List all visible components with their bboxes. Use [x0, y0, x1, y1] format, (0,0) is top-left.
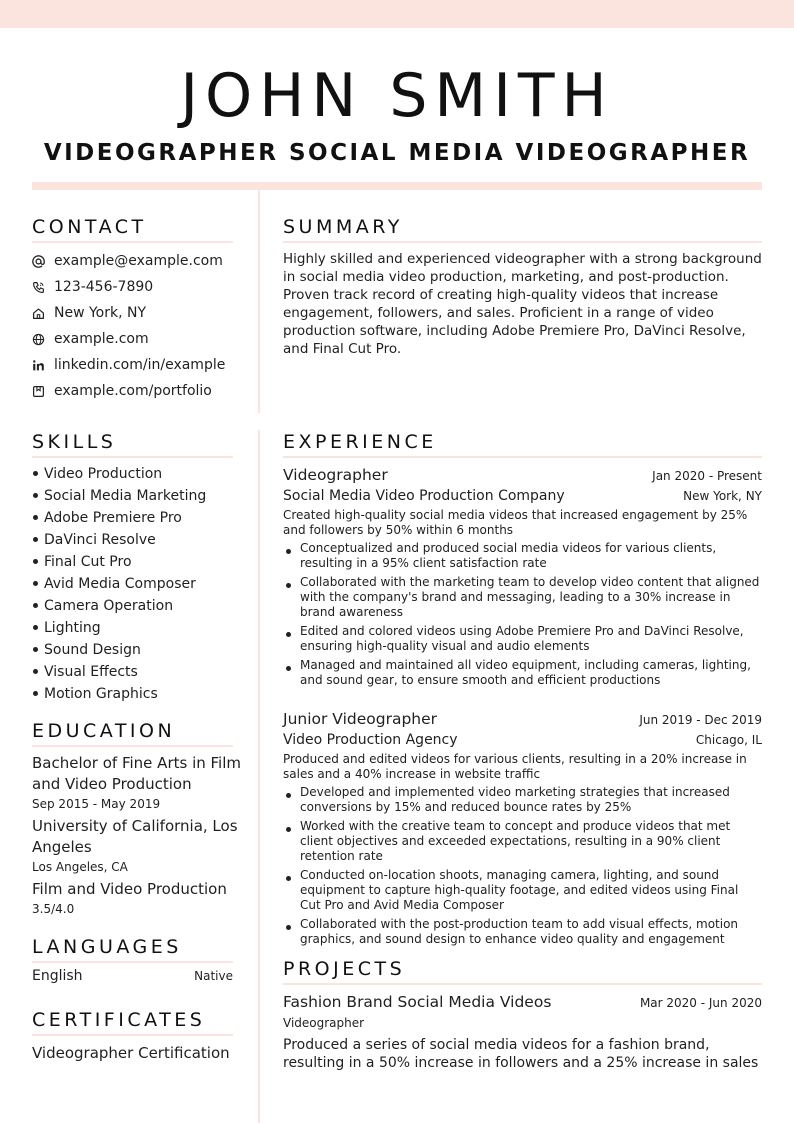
experience-entry	[283, 464, 762, 692]
education-field: Film and Video Production	[32, 880, 227, 898]
education-section-title: EDUCATION	[32, 719, 233, 747]
skill-item	[32, 485, 247, 507]
contact-email-text: example@example.com	[54, 253, 223, 269]
bullet-icon	[33, 581, 38, 586]
contact-website[interactable]	[32, 326, 247, 352]
contact-linkedin[interactable]	[32, 352, 247, 378]
summary-section-title: SUMMARY	[283, 215, 762, 243]
project-title: Fashion Brand Social Media Videos	[283, 993, 552, 1011]
contact-phone-text: 123-456-7890	[54, 279, 154, 295]
education-location: Los Angeles, CA	[32, 860, 128, 874]
education-dates: Sep 2015 - May 2019	[32, 797, 161, 811]
skill-label: Social Media Marketing	[44, 488, 207, 504]
skill-item	[32, 595, 247, 617]
job-description: Created high-quality social media videos that increased engagement by 25% and followers by 50% within 6 months	[283, 508, 748, 537]
contact-website-text: example.com	[54, 331, 149, 347]
job-bullet: Conceptualized and produced social media videos for various clients, resulting in a 95% client satisfaction rate	[283, 541, 762, 571]
experience-section-title: EXPERIENCE	[283, 430, 762, 458]
language-name: English	[32, 968, 83, 984]
contact-section-title: CONTACT	[32, 215, 233, 243]
skill-item	[32, 507, 247, 529]
job-title: Videographer	[283, 466, 388, 484]
bullet-icon	[33, 559, 38, 564]
job-location: Chicago, IL	[695, 733, 762, 747]
job-title: Junior Videographer	[283, 710, 438, 728]
contact-portfolio-text: example.com/portfolio	[54, 383, 212, 399]
job-bullet: Collaborated with the post-production team to add visual effects, motion graphics, and sound design to enhance video quality and engagement	[283, 917, 762, 947]
job-bullet: Developed and implemented video marketing strategies that increased conversions by 15% and reduced bounce rates by 25%	[283, 785, 762, 815]
job-dates: Jan 2020 - Present	[652, 469, 762, 483]
candidate-name: JOHN SMITH	[180, 61, 614, 131]
projects-section-title: PROJECTS	[283, 957, 762, 985]
linkedin-icon	[32, 359, 54, 372]
skill-label: Final Cut Pro	[44, 554, 132, 570]
skill-label: Video Production	[44, 466, 163, 482]
top-accent-band	[0, 0, 794, 28]
education-degree: Bachelor of Fine Arts in Film and Video Production	[32, 754, 241, 793]
job-bullet: Worked with the creative team to concept and produce videos that met client objectives and exceeded expectations, resulting in a 90% client retention rate	[283, 819, 762, 864]
certificate-item: Videographer Certification	[32, 1044, 230, 1062]
bullet-icon	[33, 669, 38, 674]
phone-icon	[32, 281, 54, 294]
skill-label: Avid Media Composer	[44, 576, 196, 592]
bullet-icon	[33, 471, 38, 476]
bullet-icon	[33, 647, 38, 652]
job-bullet: Conducted on-location shoots, managing camera, lighting, and sound equipment to capture high-quality footage, and edited videos using Final Cut Pro and Avid Media Composer	[283, 868, 762, 913]
project-role: Videographer	[283, 1016, 365, 1030]
language-level: Native	[194, 969, 233, 983]
column-divider-top	[258, 190, 260, 413]
globe-icon	[32, 333, 54, 346]
contact-portfolio[interactable]	[32, 378, 247, 404]
header-divider	[32, 182, 762, 190]
contact-location	[32, 300, 247, 326]
email-icon	[32, 255, 54, 268]
bullet-icon	[33, 625, 38, 630]
languages-section-title: LANGUAGES	[32, 935, 233, 963]
project-dates: Mar 2020 - Jun 2020	[639, 996, 762, 1010]
summary-text: Highly skilled and experienced videographer with a strong background in social media video production, marketing, and post-production. Proven track record of creating high-quality videos that increase engagement, followers, and sales. Proficient in a range of video production software, including Adobe Premiere Pro, DaVinci Resolve, and Final Cut Pro.	[283, 251, 762, 357]
education-gpa: 3.5/4.0	[32, 902, 75, 916]
skills-section-title: SKILLS	[32, 430, 233, 458]
home-icon	[32, 307, 54, 320]
skill-label: DaVinci Resolve	[44, 532, 156, 548]
column-divider-bottom	[258, 430, 260, 1123]
job-bullets	[283, 785, 762, 947]
job-bullet: Collaborated with the marketing team to develop video content that aligned with the company's brand and messaging, leading to a 30% increase in brand awareness	[283, 575, 762, 620]
skill-label: Visual Effects	[44, 664, 138, 680]
contact-linkedin-text: linkedin.com/in/example	[54, 357, 226, 373]
skills-list	[32, 463, 247, 705]
project-description: Produced a series of social media videos for a fashion brand, resulting in a 50% increase in followers and a 25% increase in sales	[283, 1037, 759, 1071]
skill-label: Adobe Premiere Pro	[44, 510, 182, 526]
skill-label: Sound Design	[44, 642, 141, 658]
bullet-icon	[33, 493, 38, 498]
education-school: University of California, Los Angeles	[32, 817, 238, 856]
skill-item	[32, 551, 247, 573]
certificates-section-title: CERTIFICATES	[32, 1008, 233, 1036]
skill-item	[32, 639, 247, 661]
contact-phone[interactable]	[32, 274, 247, 300]
bullet-icon	[33, 537, 38, 542]
contact-email[interactable]	[32, 248, 247, 274]
skill-item	[32, 529, 247, 551]
language-row	[32, 968, 233, 984]
bullet-icon	[33, 515, 38, 520]
job-dates: Jun 2019 - Dec 2019	[639, 713, 762, 727]
skill-label: Lighting	[44, 620, 101, 636]
job-company: Social Media Video Production Company	[283, 488, 565, 504]
bullet-icon	[33, 603, 38, 608]
job-bullets	[283, 541, 762, 688]
skill-item	[32, 617, 247, 639]
education-entry	[32, 753, 247, 918]
skill-item	[32, 683, 247, 705]
experience-entry	[283, 708, 762, 951]
job-location: New York, NY	[683, 489, 762, 503]
job-description: Produced and edited videos for various clients, resulting in a 20% increase in sales and a 40% increase in website traffic	[283, 752, 747, 781]
job-company: Video Production Agency	[283, 732, 458, 748]
candidate-headline: VIDEOGRAPHER SOCIAL MEDIA VIDEOGRAPHER	[43, 140, 751, 166]
skill-label: Motion Graphics	[44, 686, 158, 702]
skill-label: Camera Operation	[44, 598, 174, 614]
contact-location-text: New York, NY	[54, 305, 147, 321]
contact-list	[32, 248, 247, 404]
job-bullet: Edited and colored videos using Adobe Premiere Pro and DaVinci Resolve, ensuring high-quality visual and audio elements	[283, 624, 762, 654]
job-bullet: Managed and maintained all video equipment, including cameras, lighting, and sound gear, to ensure smooth and efficient productions	[283, 658, 762, 688]
bullet-icon	[33, 691, 38, 696]
project-entry	[283, 991, 762, 1072]
skill-item	[32, 463, 247, 485]
skill-item	[32, 661, 247, 683]
portfolio-icon	[32, 385, 54, 398]
skill-item	[32, 573, 247, 595]
